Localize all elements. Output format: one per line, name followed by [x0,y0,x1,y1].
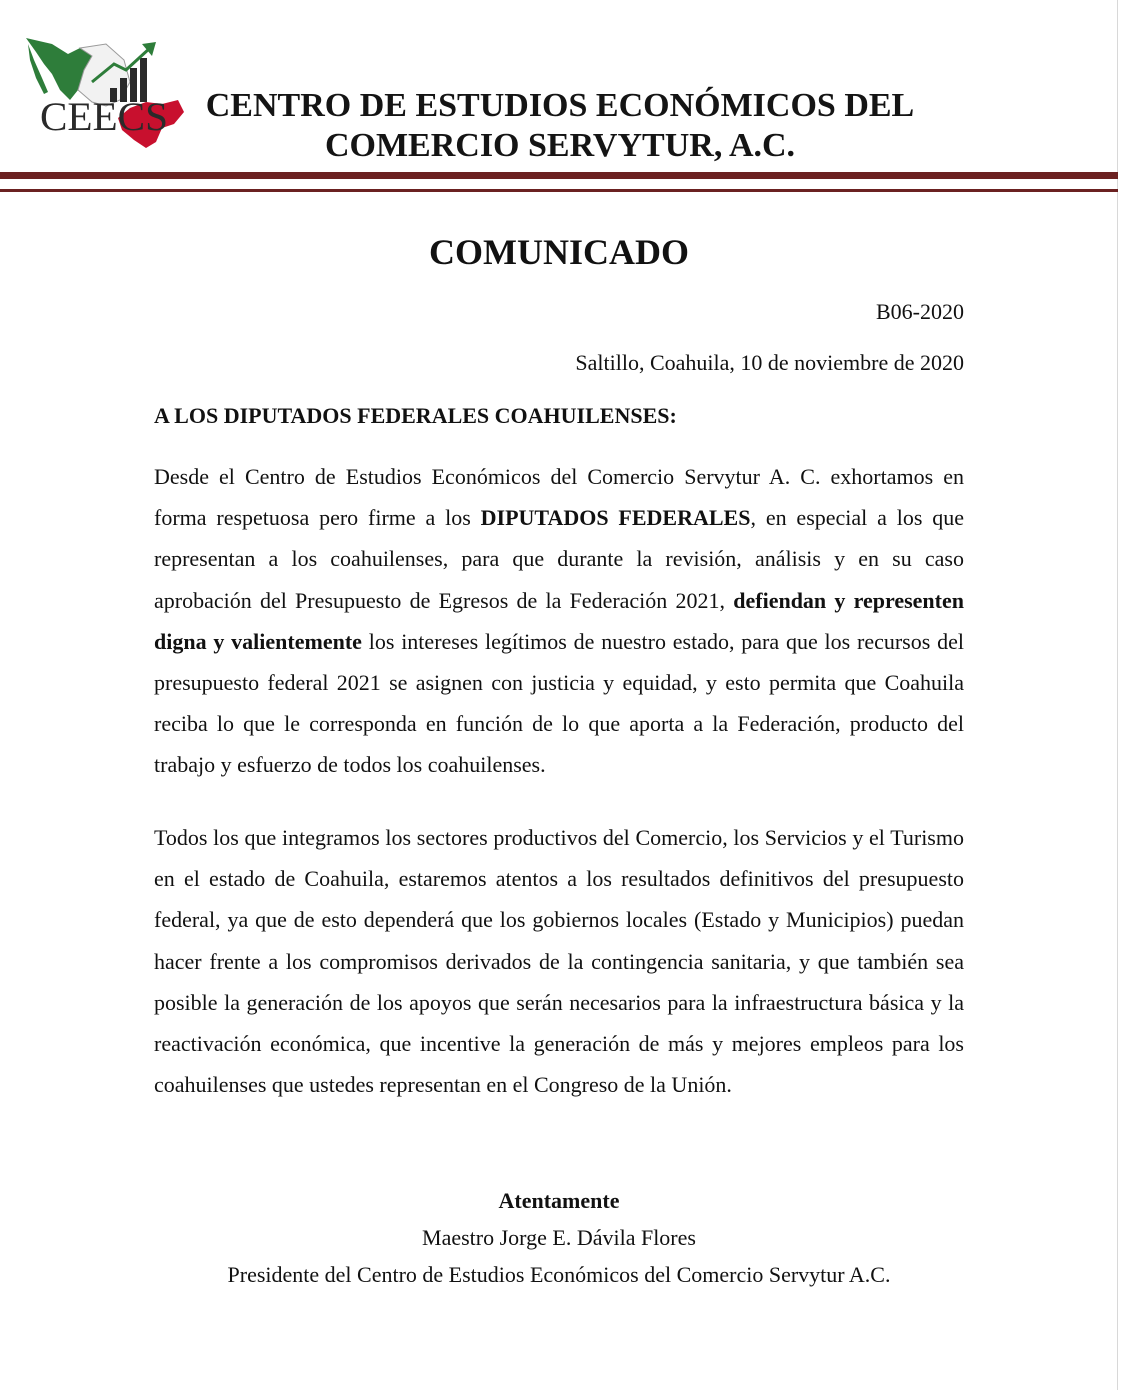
paragraph-1-text-b: , en especial a los que representan a los coahuilenses, para que durante la revisión, análisis y en su caso aprobación del Presupuesto de Egresos de la Federación 2021, [154,505,965,613]
header-rule-thick [0,172,1118,179]
ceecs-logo [22,30,192,158]
paragraph-1-text-a: Desde el Centro de Estudios Económicos del Comercio Servytur A. C. exhortamos en forma respetuosa pero firme a los [154,464,964,531]
paragraph-1-bold-b: defiendan y representen digna y valientemente [154,587,964,654]
organization-title [196,86,924,166]
organization-title-line2: COMERCIO SERVYTUR, A.C. [324,127,796,164]
document-heading: COMUNICADO [429,232,689,272]
paragraph-1-bold-a: DIPUTADOS FEDERALES [480,505,751,531]
closing-salutation: Atentamente [498,1188,620,1213]
signer-title: Presidente del Centro de Estudios Económicos del Comercio Servytur A.C. [227,1262,891,1287]
addressee: A LOS DIPUTADOS FEDERALES COAHUILENSES: [154,403,677,428]
paragraph-1-text-c: los intereses legítimos de nuestro estado, para que los recursos del presupuesto federal 2021 se asignen con justicia y equidad, y esto permita que Coahuila reciba lo que le corresponda en función de lo que aporta a la Federación, producto del trabajo y esfuerzo de todos los coahuilenses. [154,628,964,778]
place-and-date: Saltillo, Coahuila, 10 de noviembre de 2020 [575,350,964,375]
logo-text: CEECS [40,94,168,139]
signer-name: Maestro Jorge E. Dávila Flores [422,1225,696,1250]
organization-title-line1: CENTRO DE ESTUDIOS ECONÓMICOS DEL [205,87,915,124]
header-rule-thin [0,189,1118,192]
page-edge-line [1117,0,1118,1390]
paragraph-1 [154,456,964,786]
paragraph-2: Todos los que integramos los sectores productivos del Comercio, los Servicios y el Turismo en el estado de Coahuila, estaremos atentos a los resultados definitivos del presupuesto federal, ya que de esto dependerá que los gobiernos locales (Estado y Municipios) puedan hacer frente a los compromisos derivados de la contingencia sanitaria, y que también sea posible la generación de los apoyos que serán necesarios para la infraestructura básica y la reactivación económica, que incentive la generación de más y mejores empleos para los coahuilenses que ustedes representan en el Congreso de la Unión. [154,825,964,1098]
document-reference: B06-2020 [876,299,964,324]
